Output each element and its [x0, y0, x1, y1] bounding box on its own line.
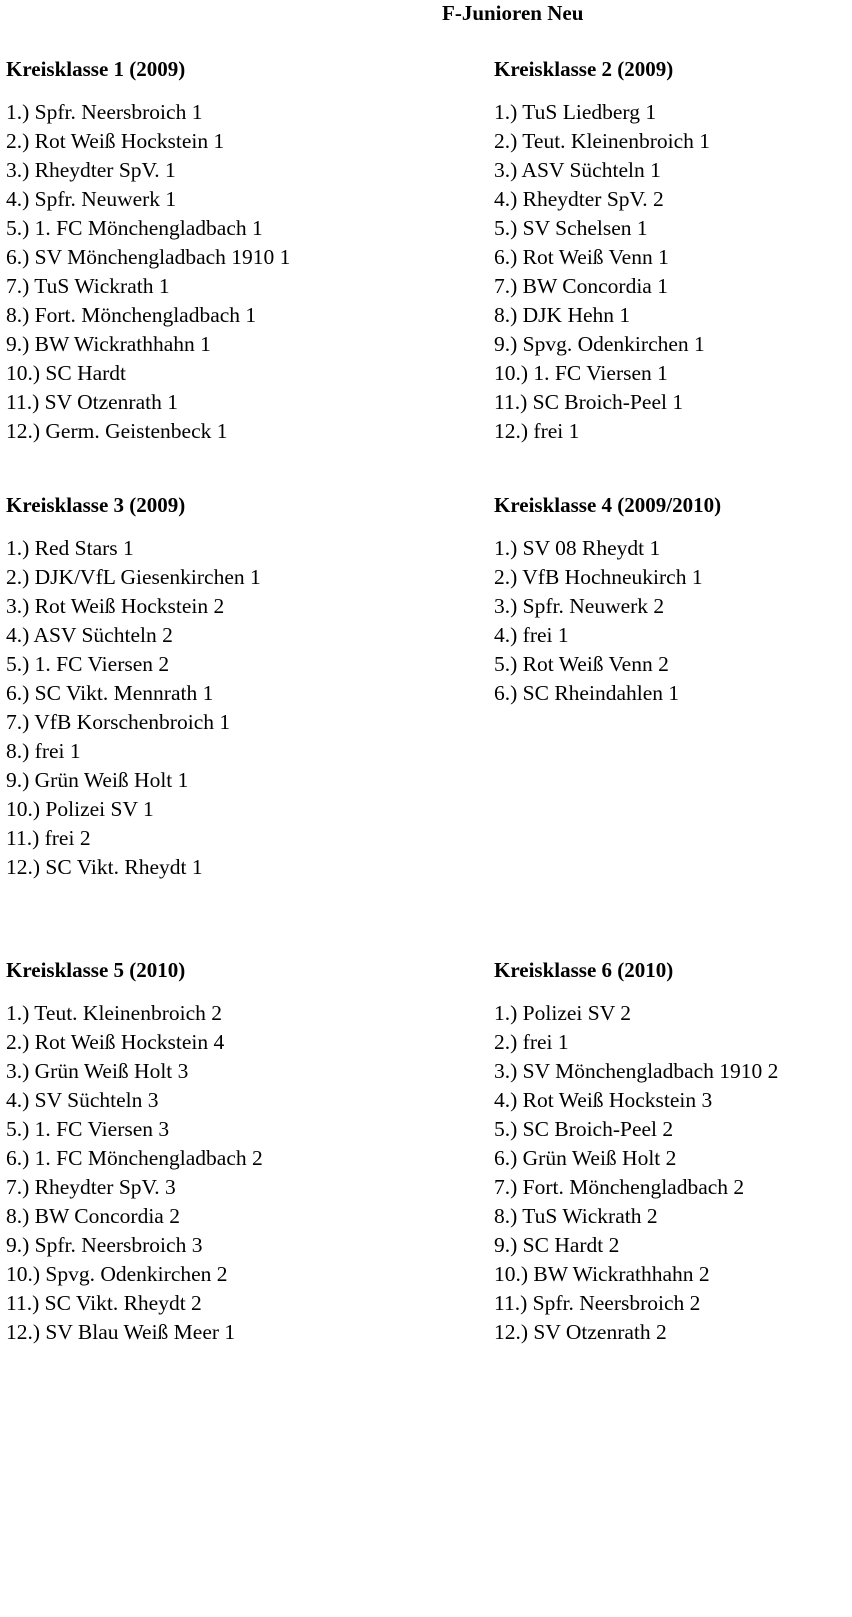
team-entry: 12.) frei 1 [494, 419, 580, 443]
team-entry: 3.) Spfr. Neuwerk 2 [494, 594, 665, 618]
team-list [6, 999, 406, 1347]
team-entry: 3.) Rot Weiß Hockstein 2 [6, 594, 225, 618]
team-entry: 11.) SC Vikt. Rheydt 2 [6, 1291, 202, 1315]
team-entry: 12.) SC Vikt. Rheydt 1 [6, 855, 203, 879]
team-entry: 9.) Spfr. Neersbroich 3 [6, 1233, 203, 1257]
team-entry: 5.) SV Schelsen 1 [494, 216, 648, 240]
team-entry: 3.) SV Mönchengladbach 1910 2 [494, 1059, 779, 1083]
team-entry: 5.) Rot Weiß Venn 2 [494, 652, 669, 676]
team-entry: 11.) SC Broich-Peel 1 [494, 390, 684, 414]
team-list [494, 98, 852, 446]
team-entry: 6.) Grün Weiß Holt 2 [494, 1146, 677, 1170]
team-entry: 3.) Rheydter SpV. 1 [6, 158, 176, 182]
team-entry: 10.) SC Hardt [6, 361, 127, 385]
team-entry: 1.) Spfr. Neersbroich 1 [6, 100, 203, 124]
league-title: Kreisklasse 2 (2009) [494, 57, 674, 81]
team-entry: 7.) Fort. Mönchengladbach 2 [494, 1175, 745, 1199]
team-entry: 5.) 1. FC Viersen 3 [6, 1117, 170, 1141]
team-list [494, 999, 852, 1347]
team-entry: 10.) Spvg. Odenkirchen 2 [6, 1262, 228, 1286]
team-entry: 2.) frei 1 [494, 1030, 569, 1054]
team-list [494, 534, 852, 708]
team-entry: 2.) VfB Hochneukirch 1 [494, 565, 703, 589]
team-entry: 2.) DJK/VfL Giesenkirchen 1 [6, 565, 261, 589]
team-entry: 12.) Germ. Geistenbeck 1 [6, 419, 228, 443]
team-entry: 7.) VfB Korschenbroich 1 [6, 710, 231, 734]
team-entry: 8.) frei 1 [6, 739, 81, 763]
team-entry: 10.) 1. FC Viersen 1 [494, 361, 668, 385]
team-entry: 4.) Spfr. Neuwerk 1 [6, 187, 177, 211]
team-entry: 12.) SV Blau Weiß Meer 1 [6, 1320, 236, 1344]
team-entry: 6.) Rot Weiß Venn 1 [494, 245, 669, 269]
league-title: Kreisklasse 4 (2009/2010) [494, 493, 722, 517]
team-entry: 5.) 1. FC Mönchengladbach 1 [6, 216, 263, 240]
team-entry: 10.) BW Wickrathhahn 2 [494, 1262, 710, 1286]
team-entry: 3.) Grün Weiß Holt 3 [6, 1059, 189, 1083]
team-entry: 8.) BW Concordia 2 [6, 1204, 180, 1228]
league-title: Kreisklasse 5 (2010) [6, 958, 186, 982]
team-entry: 1.) SV 08 Rheydt 1 [494, 536, 661, 560]
team-entry: 11.) Spfr. Neersbroich 2 [494, 1291, 701, 1315]
team-entry: 6.) SC Vikt. Mennrath 1 [6, 681, 214, 705]
team-entry: 1.) Red Stars 1 [6, 536, 134, 560]
team-entry: 2.) Teut. Kleinenbroich 1 [494, 129, 711, 153]
league-kreisklasse-3 [6, 492, 406, 882]
team-entry: 4.) frei 1 [494, 623, 569, 647]
league-kreisklasse-6 [494, 957, 852, 1347]
team-entry: 6.) 1. FC Mönchengladbach 2 [6, 1146, 263, 1170]
team-list [6, 98, 406, 446]
team-entry: 1.) Teut. Kleinenbroich 2 [6, 1001, 223, 1025]
team-entry: 5.) 1. FC Viersen 2 [6, 652, 170, 676]
team-entry: 2.) Rot Weiß Hockstein 4 [6, 1030, 225, 1054]
team-entry: 7.) Rheydter SpV. 3 [6, 1175, 176, 1199]
team-entry: 8.) Fort. Mönchengladbach 1 [6, 303, 257, 327]
team-entry: 4.) SV Süchteln 3 [6, 1088, 159, 1112]
team-entry: 9.) SC Hardt 2 [494, 1233, 620, 1257]
team-entry: 12.) SV Otzenrath 2 [494, 1320, 667, 1344]
league-kreisklasse-2 [494, 56, 852, 446]
team-entry: 2.) Rot Weiß Hockstein 1 [6, 129, 225, 153]
league-kreisklasse-1 [6, 56, 406, 446]
league-title: Kreisklasse 1 (2009) [6, 57, 186, 81]
team-entry: 10.) Polizei SV 1 [6, 797, 154, 821]
team-entry: 5.) SC Broich-Peel 2 [494, 1117, 674, 1141]
team-entry: 7.) TuS Wickrath 1 [6, 274, 170, 298]
team-entry: 9.) Spvg. Odenkirchen 1 [494, 332, 705, 356]
team-entry: 11.) SV Otzenrath 1 [6, 390, 178, 414]
team-entry: 4.) Rheydter SpV. 2 [494, 187, 664, 211]
team-entry: 4.) ASV Süchteln 2 [6, 623, 173, 647]
league-kreisklasse-4 [494, 492, 852, 708]
team-entry: 1.) TuS Liedberg 1 [494, 100, 657, 124]
team-entry: 9.) Grün Weiß Holt 1 [6, 768, 189, 792]
team-entry: 4.) Rot Weiß Hockstein 3 [494, 1088, 713, 1112]
team-entry: 6.) SV Mönchengladbach 1910 1 [6, 245, 291, 269]
team-entry: 8.) TuS Wickrath 2 [494, 1204, 658, 1228]
league-kreisklasse-5 [6, 957, 406, 1347]
team-entry: 11.) frei 2 [6, 826, 91, 850]
team-entry: 1.) Polizei SV 2 [494, 1001, 631, 1025]
team-entry: 6.) SC Rheindahlen 1 [494, 681, 680, 705]
team-list [6, 534, 406, 882]
team-entry: 9.) BW Wickrathhahn 1 [6, 332, 211, 356]
league-title: Kreisklasse 6 (2010) [494, 958, 674, 982]
team-entry: 7.) BW Concordia 1 [494, 274, 668, 298]
page-title: F-Junioren Neu [442, 1, 584, 25]
team-entry: 8.) DJK Hehn 1 [494, 303, 631, 327]
team-entry: 3.) ASV Süchteln 1 [494, 158, 661, 182]
league-title: Kreisklasse 3 (2009) [6, 493, 186, 517]
